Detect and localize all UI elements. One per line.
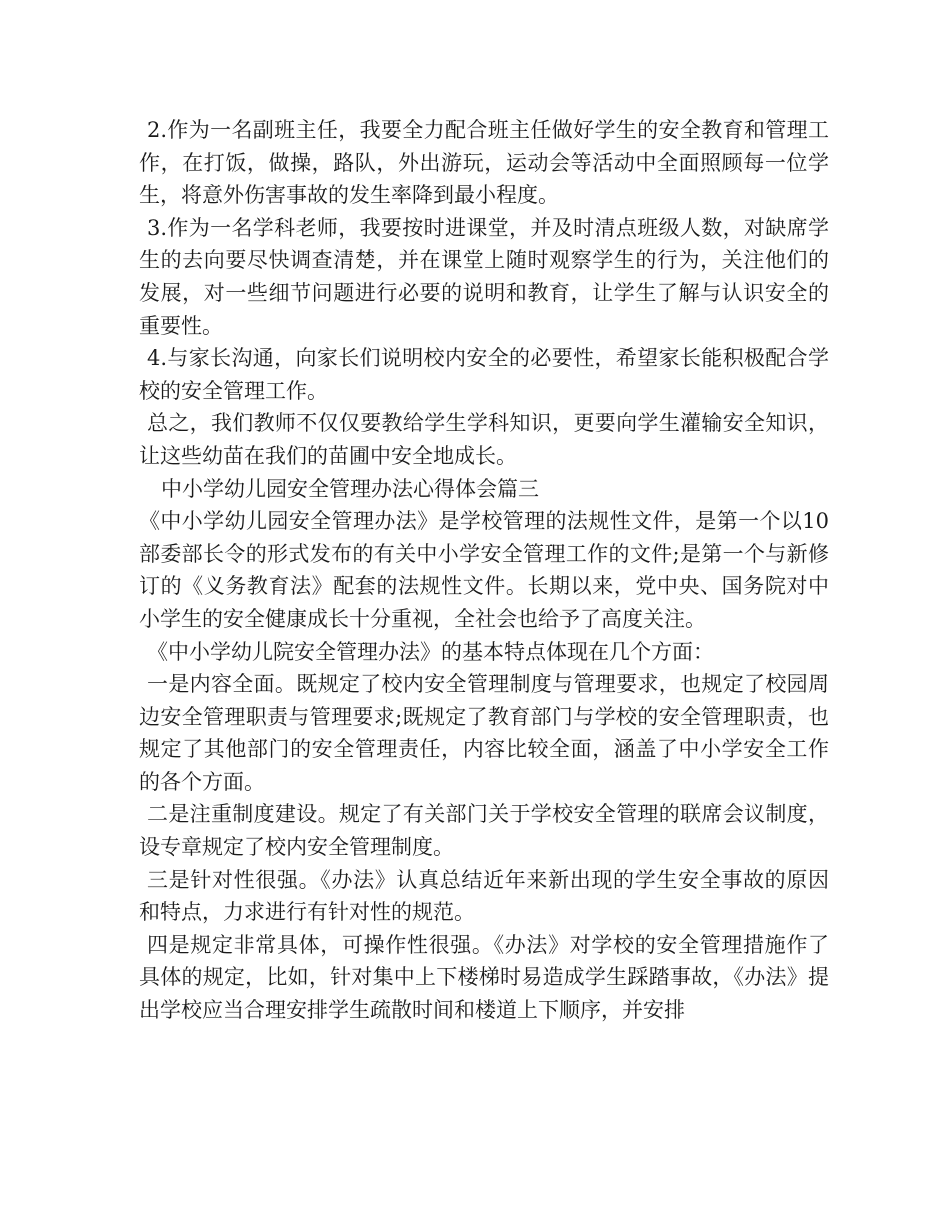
document-body — [139, 114, 829, 1027]
paragraph-feature-two: 二是注重制度建设。规定了有关部门关于学校安全管理的联席会议制度，设专章规定了校内安全管理制度。 — [139, 802, 829, 860]
paragraph-parent-communication: 4.与家长沟通，向家长们说明校内安全的必要性，希望家长能积极配合学校的安全管理工作。 — [139, 346, 829, 403]
paragraph-subject-teacher: 3.作为一名学科老师，我要按时进课堂，并及时清点班级人数，对缺席学生的去向要尽快调查清楚，并在课堂上随时观察学生的行为，关注他们的发展，对一些细节问题进行必要的说明和教育，让学生了解与认识安全的重要性。 — [139, 215, 829, 338]
paragraph-feature-one: 一是内容全面。既规定了校内安全管理制度与管理要求，也规定了校园周边安全管理职责与管理要求;既规定了教育部门与学校的安全管理职责，也规定了其他部门的安全管理责任，内容比较全面，涵盖了中小学安全工作的各个方面。 — [139, 672, 829, 794]
paragraph-feature-four: 四是规定非常具体，可操作性很强。《办法》对学校的安全管理措施作了具体的规定，比如，针对集中上下楼梯时易造成学生踩踏事故，《办法》提出学校应当合理安排学生疏散时间和楼道上下顺序，并安排 — [139, 932, 829, 1023]
paragraph-regulation-intro: 《中小学幼儿园安全管理办法》是学校管理的法规性文件，是第一个以10部委部长令的形式发布的有关中小学安全管理工作的文件;是第一个与新修订的《义务教育法》配套的法规性文件。长期以来，党中央、国务院对中小学生的安全健康成长十分重视，全社会也给予了高度关注。 — [139, 509, 829, 631]
section-heading: 中小学幼儿园安全管理办法心得体会篇三 — [161, 476, 539, 501]
paragraph-vice-head-teacher: 2.作为一名副班主任，我要全力配合班主任做好学生的安全教育和管理工作，在打饭，做操，路队，外出游玩，运动会等活动中全面照顾每一位学生，将意外伤害事故的发生率降到最小程度。 — [139, 118, 829, 208]
paragraph-feature-three: 三是针对性很强。《办法》认真总结近年来新出现的学生安全事故的原因和特点，力求进行有针对性的规范。 — [139, 867, 829, 925]
paragraph-basic-features: 《中小学幼儿院安全管理办法》的基本特点体现在几个方面： — [147, 639, 714, 664]
paragraph-summary: 总之，我们教师不仅仅要教给学生学科知识，更要向学生灌输安全知识，让这些幼苗在我们的苗圃中安全地成长。 — [139, 411, 829, 468]
